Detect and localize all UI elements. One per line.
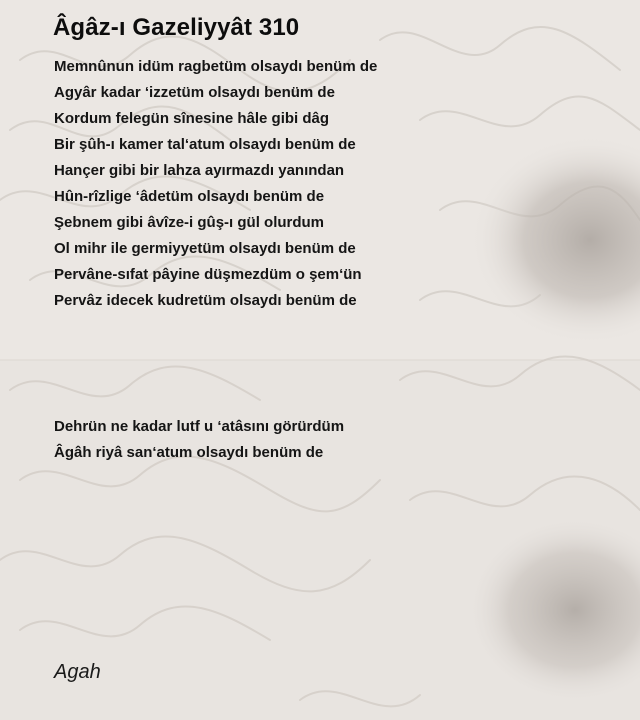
poem-line: Bir şûh-ı kamer tal‘atum olsaydı benüm de [54,136,356,153]
poem-line: Pervâz idecek kudretüm olsaydı benüm de [54,292,357,309]
stanza-1 [54,54,377,314]
poem-title: Âgâz-ı Gazeliyyât 310 [53,14,300,41]
poem-line: Agyâr kadar ‘izzetüm olsaydı benüm de [54,84,335,101]
poem-line: Pervâne-sıfat pâyine düşmezdüm o şem‘ün [54,266,362,283]
poem-line: Âgâh riyâ san‘atum olsaydı benüm de [54,444,324,461]
poem-line: Dehrün ne kadar lutf u ‘atâsını görürdüm [54,418,345,435]
poem-author: Agah [54,661,101,683]
poem-line: Kordum felegün sînesine hâle gibi dâg [54,110,330,127]
stanza-2 [54,414,344,466]
poem-line: Hûn-rîzlige ‘âdetüm olsaydı benüm de [54,188,325,205]
poem-line: Memnûnun idüm ragbetüm olsaydı benüm de [54,58,378,75]
poem-line: Şebnem gibi âvîze-i gûş-ı gül olurdum [54,214,325,231]
poem-line: Hançer gibi bir lahza ayırmazdı yanından [54,162,345,179]
poem-line: Ol mihr ile germiyyetüm olsaydı benüm de [54,240,356,257]
